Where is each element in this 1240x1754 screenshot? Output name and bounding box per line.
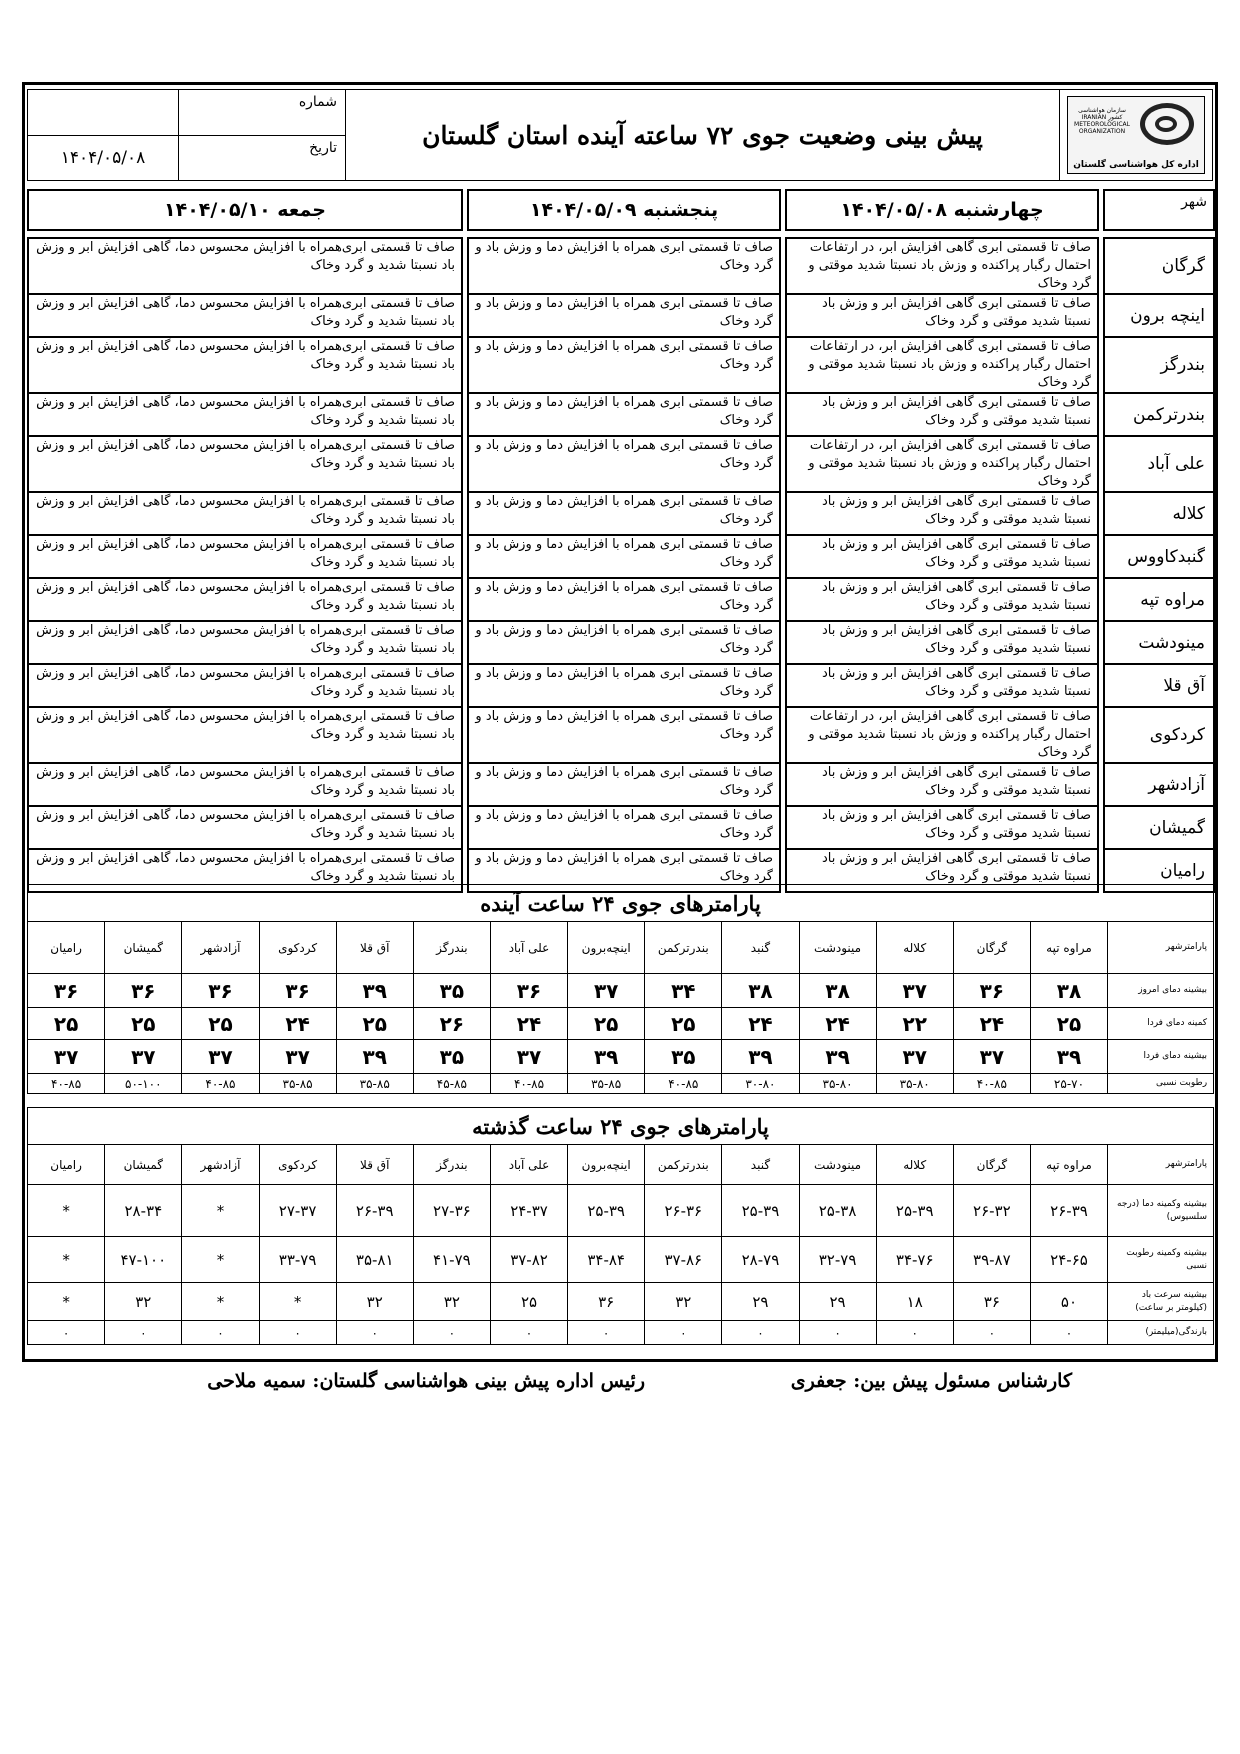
forecast-day2: صاف تا قسمتی ابری همراه با افزایش دما و وزش باد و گرد وخاک (468, 849, 780, 892)
param-value: ۲۹ (722, 1283, 799, 1321)
forecast-row (28, 621, 1214, 664)
param-value: ۲۹ (799, 1283, 876, 1321)
param-city-header: مینودشت (799, 1145, 876, 1185)
param-value: ۳۸ (722, 974, 799, 1008)
param-value: ۳۵ (413, 1040, 490, 1074)
param-value: ۰ (799, 1321, 876, 1345)
param-value: ۳۷ (876, 974, 953, 1008)
param-city-header: رامیان (28, 1145, 105, 1185)
forecast-row (28, 492, 1214, 535)
param-value: ۳۶ (953, 1283, 1030, 1321)
param-value: ۲۵ (568, 1008, 645, 1040)
param-value: ۲۵-۳۹ (876, 1185, 953, 1237)
city-name: گنبدکاووس (1104, 535, 1214, 578)
forecast-row (28, 393, 1214, 436)
forecast-row (28, 763, 1214, 806)
forecast-row (28, 238, 1214, 294)
forecast-day1: صاف تا قسمتی ابری گاهی افزایش ابر و وزش باد نسبتا شدید موقتی و گرد وخاک (786, 578, 1098, 621)
forecast-row (28, 664, 1214, 707)
forecast-day1: صاف تا قسمتی ابری گاهی افزایش ابر، در ارتفاعات احتمال رگبار پراکنده و وزش باد نسبتا شدید موقتی و گرد وخاک (786, 238, 1098, 294)
param-value: ۰ (1030, 1321, 1107, 1345)
param-row (28, 1074, 1214, 1094)
param-city-header: بندرگز (413, 1145, 490, 1185)
param-value: ۳۸ (1030, 974, 1107, 1008)
past-params-table (27, 1107, 1214, 1345)
param-value: ۳۲ (413, 1283, 490, 1321)
number-label: شماره (179, 90, 346, 136)
param-city-header: آق قلا (336, 1145, 413, 1185)
param-city-header: اینچه‌برون (568, 1145, 645, 1185)
param-value: ۲۶-۳۲ (953, 1185, 1030, 1237)
param-value: ۳۹ (799, 1040, 876, 1074)
param-city-header: گرگان (953, 922, 1030, 974)
param-city-header: آزادشهر (182, 922, 259, 974)
date-value: ۱۴۰۴/۰۵/۰۸ (28, 135, 179, 181)
forecast-day1: صاف تا قسمتی ابری گاهی افزایش ابر، در ارتفاعات احتمال رگبار پراکنده و وزش باد نسبتا شدید موقتی و گرد وخاک (786, 707, 1098, 763)
param-row (28, 1185, 1214, 1237)
forecast-day1: صاف تا قسمتی ابری گاهی افزایش ابر و وزش باد نسبتا شدید موقتی و گرد وخاک (786, 763, 1098, 806)
param-city-header: گرگان (953, 1145, 1030, 1185)
param-city-header: مراوه تپه (1030, 1145, 1107, 1185)
param-row (28, 1008, 1214, 1040)
param-row (28, 1040, 1214, 1074)
param-value: * (28, 1185, 105, 1237)
forecast-table (27, 189, 1215, 893)
param-value: ۰ (876, 1321, 953, 1345)
forecast-row (28, 806, 1214, 849)
forecast-day3: صاف تا قسمتی ابری‌همراه با افزایش محسوس دما، گاهی افزایش ابر و وزش باد نسبتا شدید و گرد وخاک (28, 578, 462, 621)
param-value: ۲۴-۳۷ (490, 1185, 567, 1237)
city-name: رامیان (1104, 849, 1214, 892)
param-row-label: بیشینه دمای فردا (1108, 1040, 1214, 1074)
param-city-header: آق قلا (336, 922, 413, 974)
param-corner-label: پارامترشهر (1108, 922, 1214, 974)
forecast-day3: صاف تا قسمتی ابری‌همراه با افزایش محسوس دما، گاهی افزایش ابر و وزش باد نسبتا شدید و گرد وخاک (28, 294, 462, 337)
param-value: * (28, 1283, 105, 1321)
head-signature: رئیس اداره پیش بینی هواشناسی گلستان: سمیه ملاحی (207, 1370, 645, 1392)
param-value: ۱۸ (876, 1283, 953, 1321)
forecast-day3: صاف تا قسمتی ابری‌همراه با افزایش محسوس دما، گاهی افزایش ابر و وزش باد نسبتا شدید و گرد وخاک (28, 436, 462, 492)
param-value: ۰ (722, 1321, 799, 1345)
param-city-header: کردکوی (259, 922, 336, 974)
city-name: بندرترکمن (1104, 393, 1214, 436)
param-value: ۳۶ (953, 974, 1030, 1008)
param-value: ۴۰-۸۵ (645, 1074, 722, 1094)
param-value: ۳۹ (722, 1040, 799, 1074)
param-value: ۲۵-۳۹ (568, 1185, 645, 1237)
param-city-header: مینودشت (799, 922, 876, 974)
forecast-day1: صاف تا قسمتی ابری گاهی افزایش ابر و وزش باد نسبتا شدید موقتی و گرد وخاک (786, 492, 1098, 535)
param-value: ۲۵ (105, 1008, 182, 1040)
param-value: ۴۰-۸۵ (490, 1074, 567, 1094)
param-city-header: مراوه تپه (1030, 922, 1107, 974)
forecast-day3: صاف تا قسمتی ابری‌همراه با افزایش محسوس دما، گاهی افزایش ابر و وزش باد نسبتا شدید و گرد وخاک (28, 849, 462, 892)
city-name: کردکوی (1104, 707, 1214, 763)
city-name: مینودشت (1104, 621, 1214, 664)
day-header-3: جمعه ۱۴۰۴/۰۵/۱۰ (28, 190, 462, 230)
day-header-1: چهارشنبه ۱۴۰۴/۰۵/۰۸ (786, 190, 1098, 230)
param-value: ۳۷ (490, 1040, 567, 1074)
logo-org-text: سازمان هواشناسی کشور IRANIAN METEOROLOGICAL ORGANIZATION (1074, 107, 1130, 135)
forecast-day2: صاف تا قسمتی ابری همراه با افزایش دما و وزش باد و گرد وخاک (468, 806, 780, 849)
param-value: ۲۵ (490, 1283, 567, 1321)
param-value: ۳۹ (336, 974, 413, 1008)
forecast-row (28, 535, 1214, 578)
past-params-title: پارامترهای جوی ۲۴ ساعت گذشته (28, 1108, 1214, 1145)
forecast-day3: صاف تا قسمتی ابری‌همراه با افزایش محسوس دما، گاهی افزایش ابر و وزش باد نسبتا شدید و گرد وخاک (28, 337, 462, 393)
city-name: کلاله (1104, 492, 1214, 535)
forecast-day2: صاف تا قسمتی ابری همراه با افزایش دما و وزش باد و گرد وخاک (468, 707, 780, 763)
forecast-day3: صاف تا قسمتی ابری‌همراه با افزایش محسوس دما، گاهی افزایش ابر و وزش باد نسبتا شدید و گرد وخاک (28, 763, 462, 806)
param-value: ۲۵ (1030, 1008, 1107, 1040)
forecast-day3: صاف تا قسمتی ابری‌همراه با افزایش محسوس دما، گاهی افزایش ابر و وزش باد نسبتا شدید و گرد وخاک (28, 707, 462, 763)
param-value: ۳۶ (28, 974, 105, 1008)
param-value: ۲۴ (722, 1008, 799, 1040)
forecast-day1: صاف تا قسمتی ابری گاهی افزایش ابر و وزش باد نسبتا شدید موقتی و گرد وخاک (786, 664, 1098, 707)
forecast-row (28, 337, 1214, 393)
param-value: ۳۳-۷۹ (259, 1237, 336, 1283)
param-row (28, 974, 1214, 1008)
number-value (28, 90, 179, 136)
param-value: ۴۰-۸۵ (953, 1074, 1030, 1094)
param-value: ۳۲-۷۹ (799, 1237, 876, 1283)
forecast-row (28, 578, 1214, 621)
param-value: ۳۹ (568, 1040, 645, 1074)
city-name: اینچه برون (1104, 294, 1214, 337)
param-city-header: رامیان (28, 922, 105, 974)
forecast-day2: صاف تا قسمتی ابری همراه با افزایش دما و وزش باد و گرد وخاک (468, 238, 780, 294)
param-value: * (182, 1237, 259, 1283)
param-value: ۴۰-۸۵ (182, 1074, 259, 1094)
param-value: ۰ (645, 1321, 722, 1345)
city-name: مراوه تپه (1104, 578, 1214, 621)
param-value: ۲۶-۳۹ (1030, 1185, 1107, 1237)
param-value: ۳۶ (568, 1283, 645, 1321)
param-value: ۴۵-۸۵ (413, 1074, 490, 1094)
param-value: ۰ (953, 1321, 1030, 1345)
day-header-2: پنجشنبه ۱۴۰۴/۰۵/۰۹ (468, 190, 780, 230)
param-value: * (182, 1283, 259, 1321)
param-row-label: بارندگی(میلیمتر) (1108, 1321, 1214, 1345)
param-corner-label: پارامترشهر (1108, 1145, 1214, 1185)
param-value: ۳۵ (645, 1040, 722, 1074)
param-value: ۰ (413, 1321, 490, 1345)
param-city-header: گمیشان (105, 922, 182, 974)
param-value: ۲۴ (953, 1008, 1030, 1040)
param-city-header: علی آباد (490, 922, 567, 974)
param-value: ۳۶ (105, 974, 182, 1008)
param-city-header: کلاله (876, 1145, 953, 1185)
param-value: ۲۲ (876, 1008, 953, 1040)
param-city-header: گمیشان (105, 1145, 182, 1185)
future-params-title: پارامترهای جوی ۲۴ ساعت آینده (28, 885, 1214, 922)
param-value: ۰ (28, 1321, 105, 1345)
param-city-header: آزادشهر (182, 1145, 259, 1185)
param-value: ۲۷-۳۷ (259, 1185, 336, 1237)
logo-cell (1060, 90, 1213, 181)
param-value: ۳۲ (645, 1283, 722, 1321)
city-name: بندرگز (1104, 337, 1214, 393)
param-value: ۵۰ (1030, 1283, 1107, 1321)
param-value: * (259, 1283, 336, 1321)
param-city-header: اینچه‌برون (568, 922, 645, 974)
param-value: ۰ (490, 1321, 567, 1345)
param-city-header: گنبد (722, 922, 799, 974)
city-column-header: شهر (1104, 190, 1214, 230)
param-value: ۳۹-۸۷ (953, 1237, 1030, 1283)
param-value: ۳۵-۸۵ (568, 1074, 645, 1094)
param-value: ۳۵ (413, 974, 490, 1008)
forecast-day1: صاف تا قسمتی ابری گاهی افزایش ابر و وزش باد نسبتا شدید موقتی و گرد وخاک (786, 393, 1098, 436)
page-title: پیش بینی وضعیت جوی ۷۲ ساعته آینده استان گلستان (346, 90, 1060, 181)
forecast-day1: صاف تا قسمتی ابری گاهی افزایش ابر و وزش باد نسبتا شدید موقتی و گرد وخاک (786, 849, 1098, 892)
city-name: آق قلا (1104, 664, 1214, 707)
param-value: ۳۹ (336, 1040, 413, 1074)
forecast-day2: صاف تا قسمتی ابری همراه با افزایش دما و وزش باد و گرد وخاک (468, 436, 780, 492)
forecast-day2: صاف تا قسمتی ابری همراه با افزایش دما و وزش باد و گرد وخاک (468, 337, 780, 393)
forecast-day1: صاف تا قسمتی ابری گاهی افزایش ابر و وزش باد نسبتا شدید موقتی و گرد وخاک (786, 621, 1098, 664)
param-value: ۲۴ (490, 1008, 567, 1040)
meteorological-organization-logo (1067, 96, 1205, 174)
param-value: ۲۵ (28, 1008, 105, 1040)
header-table (27, 89, 1213, 181)
param-value: ۲۸-۳۴ (105, 1185, 182, 1237)
forecast-day1: صاف تا قسمتی ابری گاهی افزایش ابر و وزش باد نسبتا شدید موقتی و گرد وخاک (786, 294, 1098, 337)
param-value: ۰ (568, 1321, 645, 1345)
param-value: ۳۷ (28, 1040, 105, 1074)
param-value: ۳۷ (876, 1040, 953, 1074)
param-city-header: کلاله (876, 922, 953, 974)
param-value: ۳۹ (1030, 1040, 1107, 1074)
logo-emblem-icon (1140, 103, 1194, 145)
param-value: ۴۱-۷۹ (413, 1237, 490, 1283)
param-value: ۴۰-۸۵ (28, 1074, 105, 1094)
forecast-day2: صاف تا قسمتی ابری همراه با افزایش دما و وزش باد و گرد وخاک (468, 621, 780, 664)
param-row (28, 1283, 1214, 1321)
param-value: ۳۴-۷۶ (876, 1237, 953, 1283)
forecast-day2: صاف تا قسمتی ابری همراه با افزایش دما و وزش باد و گرد وخاک (468, 578, 780, 621)
forecast-day3: صاف تا قسمتی ابری‌همراه با افزایش محسوس دما، گاهی افزایش ابر و وزش باد نسبتا شدید و گرد وخاک (28, 664, 462, 707)
param-city-header: بندرترکمن (645, 922, 722, 974)
param-value: ۲۶ (413, 1008, 490, 1040)
forecast-day3: صاف تا قسمتی ابری‌همراه با افزایش محسوس دما، گاهی افزایش ابر و وزش باد نسبتا شدید و گرد وخاک (28, 393, 462, 436)
forecast-day2: صاف تا قسمتی ابری همراه با افزایش دما و وزش باد و گرد وخاک (468, 492, 780, 535)
forecast-day1: صاف تا قسمتی ابری گاهی افزایش ابر، در ارتفاعات احتمال رگبار پراکنده و وزش باد نسبتا شدید موقتی و گرد وخاک (786, 337, 1098, 393)
param-city-header: بندرترکمن (645, 1145, 722, 1185)
param-value: ۳۴-۸۴ (568, 1237, 645, 1283)
param-row-label: بیشینه وکمینه رطوبت نسبی (1108, 1237, 1214, 1283)
param-row-label: بیشینه دمای امروز (1108, 974, 1214, 1008)
param-value: ۲۵ (336, 1008, 413, 1040)
forecast-row (28, 707, 1214, 763)
param-value: ۳۵-۸۵ (336, 1074, 413, 1094)
param-value: ۰ (182, 1321, 259, 1345)
param-value: ۲۴-۶۵ (1030, 1237, 1107, 1283)
param-value: ۲۵ (645, 1008, 722, 1040)
city-name: علی آباد (1104, 436, 1214, 492)
city-name: گرگان (1104, 238, 1214, 294)
param-row-label: بیشینه وکمینه دما (درجه سلسیوس) (1108, 1185, 1214, 1237)
param-value: ۰ (336, 1321, 413, 1345)
param-row-label: بیشینه سرعت باد (کیلومتر بر ساعت) (1108, 1283, 1214, 1321)
param-row-label: رطوبت نسبی (1108, 1074, 1214, 1094)
forecast-day3: صاف تا قسمتی ابری‌همراه با افزایش محسوس دما، گاهی افزایش ابر و وزش باد نسبتا شدید و گرد وخاک (28, 806, 462, 849)
forecast-day2: صاف تا قسمتی ابری همراه با افزایش دما و وزش باد و گرد وخاک (468, 763, 780, 806)
param-value: ۰ (105, 1321, 182, 1345)
param-value: ۲۶-۳۶ (645, 1185, 722, 1237)
param-value: ۲۵ (182, 1008, 259, 1040)
param-value: ۳۶ (490, 974, 567, 1008)
param-value: ۳۷ (259, 1040, 336, 1074)
param-value: ۳۷ (953, 1040, 1030, 1074)
date-label: تاریخ (179, 135, 346, 181)
param-value: * (182, 1185, 259, 1237)
param-value: ۰ (259, 1321, 336, 1345)
forecast-day1: صاف تا قسمتی ابری گاهی افزایش ابر، در ارتفاعات احتمال رگبار پراکنده و وزش باد نسبتا شدید موقتی و گرد وخاک (786, 436, 1098, 492)
param-value: ۲۷-۳۶ (413, 1185, 490, 1237)
logo-caption: اداره کل هواشناسی گلستان (1073, 160, 1199, 170)
param-row-label: کمینه دمای فردا (1108, 1008, 1214, 1040)
param-row (28, 1321, 1214, 1345)
forecast-day2: صاف تا قسمتی ابری همراه با افزایش دما و وزش باد و گرد وخاک (468, 294, 780, 337)
param-value: ۳۲ (336, 1283, 413, 1321)
forecast-day1: صاف تا قسمتی ابری گاهی افزایش ابر و وزش باد نسبتا شدید موقتی و گرد وخاک (786, 806, 1098, 849)
param-value: ۳۶ (182, 974, 259, 1008)
forecast-day2: صاف تا قسمتی ابری همراه با افزایش دما و وزش باد و گرد وخاک (468, 393, 780, 436)
param-row (28, 1237, 1214, 1283)
param-value: ۳۵-۸۱ (336, 1237, 413, 1283)
param-value: ۳۵-۸۰ (876, 1074, 953, 1094)
city-name: آزادشهر (1104, 763, 1214, 806)
param-value: ۲۶-۳۹ (336, 1185, 413, 1237)
forecast-day2: صاف تا قسمتی ابری همراه با افزایش دما و وزش باد و گرد وخاک (468, 535, 780, 578)
param-value: ۲۴ (259, 1008, 336, 1040)
param-value: ۲۵-۳۸ (799, 1185, 876, 1237)
param-value: ۳۲ (105, 1283, 182, 1321)
forecaster-signature: کارشناس مسئول پیش بین: جعفری (790, 1370, 1072, 1392)
param-value: ۳۷ (182, 1040, 259, 1074)
forecast-day1: صاف تا قسمتی ابری گاهی افزایش ابر و وزش باد نسبتا شدید موقتی و گرد وخاک (786, 535, 1098, 578)
future-params-table (27, 884, 1214, 1094)
forecast-day3: صاف تا قسمتی ابری‌همراه با افزایش محسوس دما، گاهی افزایش ابر و وزش باد نسبتا شدید و گرد وخاک (28, 492, 462, 535)
param-value: ۳۵-۸۰ (799, 1074, 876, 1094)
param-value: ۲۴ (799, 1008, 876, 1040)
param-city-header: گنبد (722, 1145, 799, 1185)
param-value: ۳۷-۸۶ (645, 1237, 722, 1283)
forecast-day3: صاف تا قسمتی ابری‌همراه با افزایش محسوس دما، گاهی افزایش ابر و وزش باد نسبتا شدید و گرد وخاک (28, 535, 462, 578)
city-name: گمیشان (1104, 806, 1214, 849)
param-value: ۵۰-۱۰۰ (105, 1074, 182, 1094)
param-value: * (28, 1237, 105, 1283)
param-value: ۲۵-۷۰ (1030, 1074, 1107, 1094)
param-value: ۳۰-۸۰ (722, 1074, 799, 1094)
param-value: ۳۶ (259, 974, 336, 1008)
forecast-day2: صاف تا قسمتی ابری همراه با افزایش دما و وزش باد و گرد وخاک (468, 664, 780, 707)
param-value: ۳۴ (645, 974, 722, 1008)
param-value: ۳۸ (799, 974, 876, 1008)
param-value: ۴۷-۱۰۰ (105, 1237, 182, 1283)
param-value: ۲۵-۳۹ (722, 1185, 799, 1237)
param-value: ۳۷ (105, 1040, 182, 1074)
param-city-header: علی آباد (490, 1145, 567, 1185)
param-value: ۳۵-۸۵ (259, 1074, 336, 1094)
forecast-day3: صاف تا قسمتی ابری‌همراه با افزایش محسوس دما، گاهی افزایش ابر و وزش باد نسبتا شدید و گرد وخاک (28, 238, 462, 294)
param-value: ۲۸-۷۹ (722, 1237, 799, 1283)
forecast-day3: صاف تا قسمتی ابری‌همراه با افزایش محسوس دما، گاهی افزایش ابر و وزش باد نسبتا شدید و گرد وخاک (28, 621, 462, 664)
param-value: ۳۷-۸۲ (490, 1237, 567, 1283)
forecast-row (28, 294, 1214, 337)
param-value: ۳۷ (568, 974, 645, 1008)
param-city-header: کردکوی (259, 1145, 336, 1185)
forecast-row (28, 436, 1214, 492)
param-city-header: بندرگز (413, 922, 490, 974)
